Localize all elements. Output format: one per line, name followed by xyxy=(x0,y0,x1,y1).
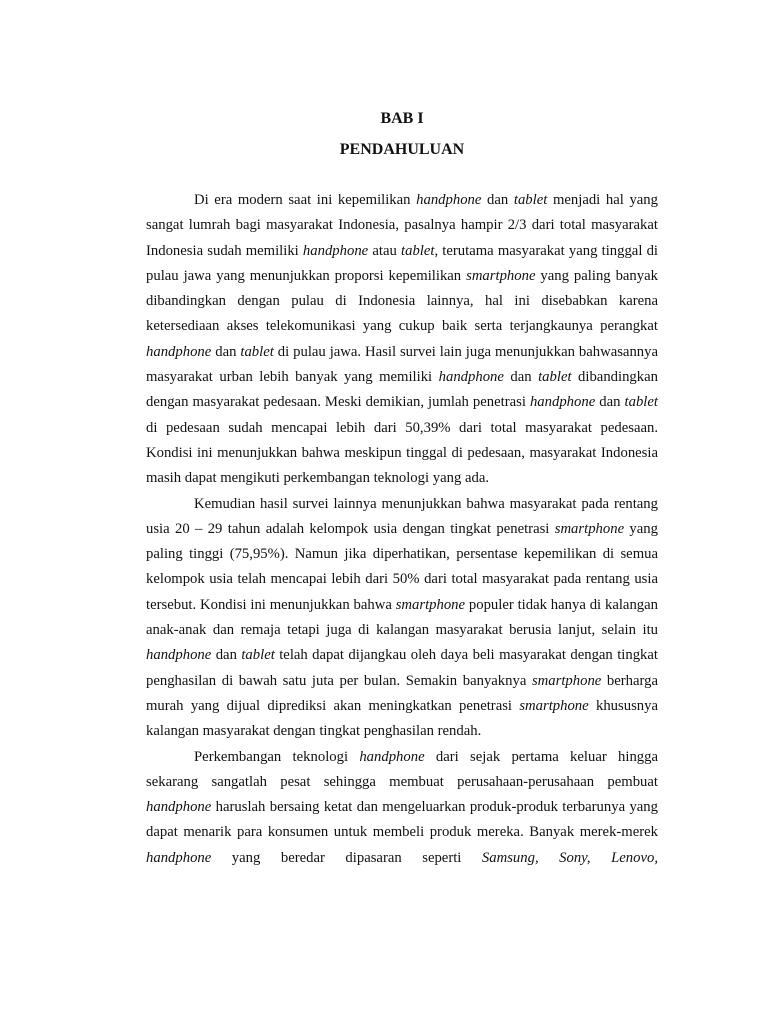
italic-term: handphone xyxy=(438,369,504,386)
text-run: dan xyxy=(481,192,514,208)
paragraph-3 xyxy=(146,745,658,871)
italic-term: handphone xyxy=(302,242,369,259)
italic-term: Samsung, Sony, Lenovo, xyxy=(481,849,658,866)
text-run: dan xyxy=(503,369,539,386)
text-run: di pulau jawa. Hasil survei lain juga menunjukkan bahwasannya masyarakat urban lebih banyak yang memiliki xyxy=(146,343,658,386)
text-run: telah dapat dijangkau oleh daya beli masyarakat dengan tingkat penghasilan di bawah satu juta per bulan. Semakin banyaknya xyxy=(146,647,658,689)
chapter-label: BAB I xyxy=(380,110,424,127)
italic-term: smartphone xyxy=(466,267,536,284)
text-run: di pedesaan sudah mencapai lebih dari 50,39% dari total masyarakat pedesaan. Kondisi ini menunjukkan bahwa meskipun tinggal di pedesaan, masyarakat Indonesia masih dapat mengikuti perkembangan teknologi yang ada. xyxy=(146,419,658,487)
text-run: dan xyxy=(595,394,625,411)
chapter-title: PENDAHULUAN xyxy=(339,141,465,158)
text-run: populer tidak hanya di kalangan anak-anak dan remaja tetapi juga di kalangan masyarakat berusia lanjut, selain itu xyxy=(146,596,658,639)
text-run: Perkembangan teknologi xyxy=(194,748,360,765)
italic-term: tablet xyxy=(624,394,658,411)
text-run: khususnya kalangan masyarakat dengan tingkat penghasilan rendah. xyxy=(146,697,658,740)
italic-term: tablet xyxy=(401,242,435,259)
text-run: yang paling tinggi (75,95%). Namun jika diperhatikan, persentase kepemilikan di semua kelompok usia telah mencapai lebih dari 50% dari total masyarakat pada rentang usia tersebut. Kondisi ini menunjukkan bahwa xyxy=(146,520,658,613)
italic-term: tablet xyxy=(513,192,548,208)
italic-term: smartphone xyxy=(554,520,625,537)
italic-term: tablet xyxy=(241,647,275,664)
text-run: Kemudian hasil survei lainnya menunjukkan bahwa masyarakat pada rentang usia 20 – 29 tahun adalah kelompok usia dengan tingkat penetrasi xyxy=(146,495,658,537)
italic-term: tablet xyxy=(538,369,572,386)
text-run: dibandingkan dengan masyarakat pedesaan. Meski demikian, jumlah penetrasi xyxy=(146,369,658,411)
text-run: dan xyxy=(211,343,241,360)
text-run: , terutama masyarakat yang tinggal di pulau jawa yang menunjukkan proporsi kepemilikan xyxy=(146,242,659,284)
italic-term: handphone xyxy=(146,849,212,866)
text-run: dan xyxy=(211,647,242,664)
text-run: berharga murah yang dijual diprediksi akan meningkatkan penetrasi xyxy=(146,672,659,714)
italic-term: smartphone xyxy=(531,672,602,689)
text-run: yang paling banyak dibandingkan dengan pulau di Indonesia lainnya, hal ini disebabkan karena ketersediaan akses telekomunikasi yang cukup baik serta terjangkaunya perangkat xyxy=(146,267,658,335)
text-run: yang beredar dipasaran seperti xyxy=(211,849,482,866)
page-content xyxy=(146,103,658,871)
italic-term: smartphone xyxy=(395,596,466,613)
paragraph-1 xyxy=(146,188,658,492)
text-run: menjadi hal yang sangat lumrah bagi masyarakat Indonesia, pasalnya hampir 2/3 dari total masyarakat Indonesia sudah memiliki xyxy=(146,192,658,259)
paragraph-2 xyxy=(146,492,658,745)
text-run: atau xyxy=(368,242,402,259)
italic-term: handphone xyxy=(146,799,212,816)
italic-term: handphone xyxy=(146,647,212,664)
italic-term: handphone xyxy=(529,394,596,411)
italic-term: smartphone xyxy=(519,697,589,714)
italic-term: handphone xyxy=(146,343,212,360)
italic-term: handphone xyxy=(416,192,482,208)
text-run: haruslah bersaing ketat dan mengeluarkan produk-produk terbarunya yang dapat menarik para konsumen untuk membeli produk mereka. Banyak merek-merek xyxy=(146,799,658,841)
text-run: dari sejak pertama keluar hingga sekarang sangatlah pesat sehingga membuat perusahaan-perusahaan pembuat xyxy=(146,748,658,790)
italic-term: tablet xyxy=(240,343,274,360)
italic-term: handphone xyxy=(359,748,425,765)
text-run: Di era modern saat ini kepemilikan xyxy=(194,192,417,208)
